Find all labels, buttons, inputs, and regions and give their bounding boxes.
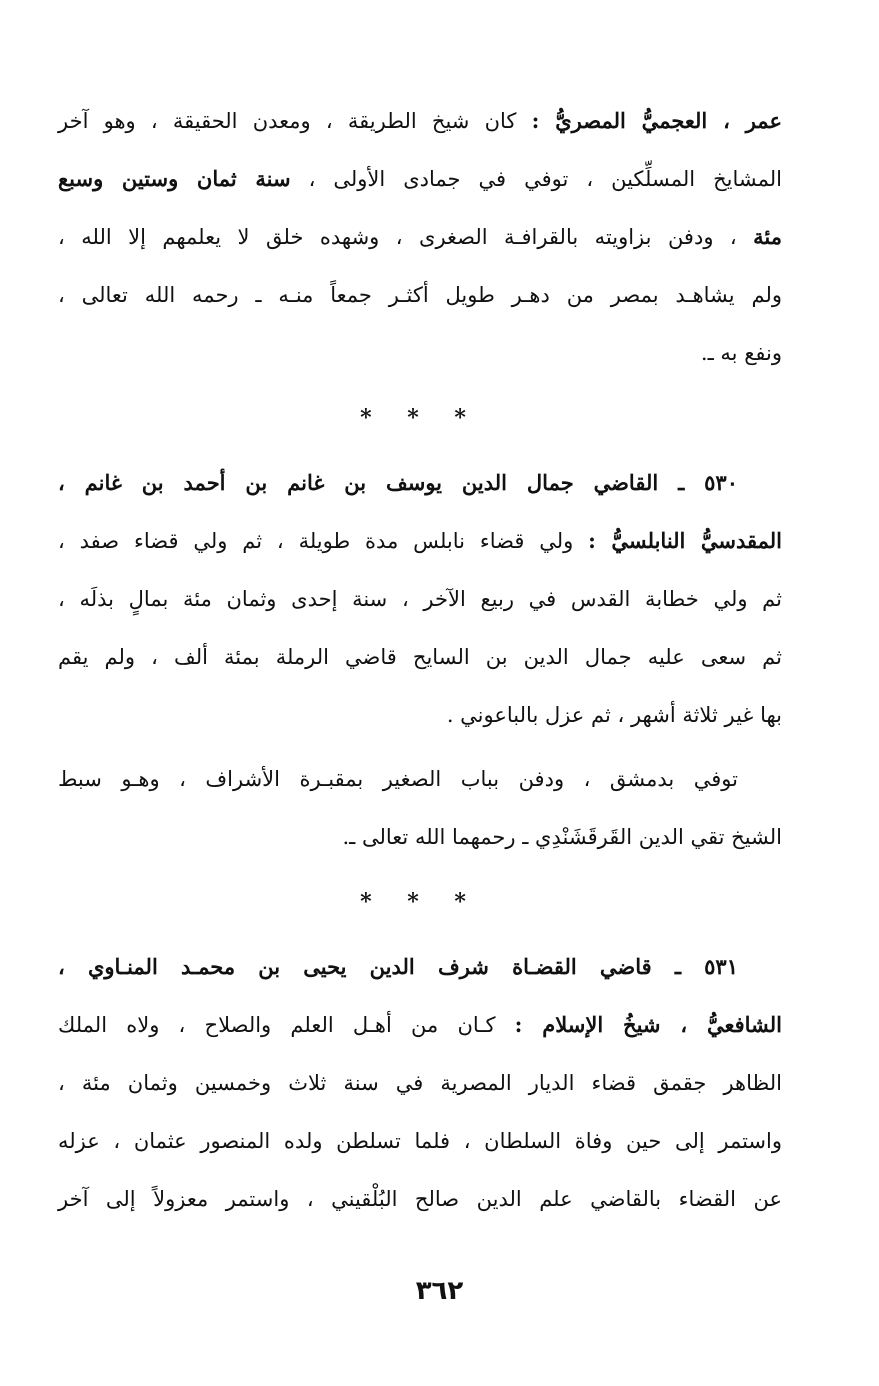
entry-530 [58, 454, 782, 744]
entry-530-paragraph-2 [58, 750, 782, 866]
line-text: ، ودفن بزاويته بالقرافـة الصغرى ، وشهده خلق لا يعلمهم إلا الله ، [58, 225, 754, 249]
section-separator: * * * [360, 405, 480, 431]
text-line [58, 266, 782, 324]
page-number: ٣٦٢ [415, 1276, 464, 1306]
entry-heading-line [58, 454, 782, 512]
bold-phrase: المقدسيُّ النابلسيُّ : [588, 528, 783, 553]
line-text: الشيخ تقي الدين القَرقَشَنْدِي ـ رحمهما الله تعالى ـ. [342, 825, 782, 849]
line-text: توفي بدمشق ، ودفن بباب الصغير بمقبـرة الأشراف ، وهـو سبط [58, 767, 738, 791]
entry-531 [58, 938, 782, 1228]
text-line [58, 686, 782, 744]
text-line [58, 208, 782, 266]
line-text: ثم سعى عليه جمال الدين بن السايح قاضي الرملة بمئة ألف ، ولم يقم [58, 645, 782, 669]
line-text: عن القضاء بالقاضي علم الدين صالح البُلْقيني ، واستمر معزولاً إلى آخر [58, 1187, 782, 1211]
line-text: المشايخ المسلِّكين ، توفي في جمادى الأولى ، [290, 167, 782, 191]
entry-529-continuation [58, 92, 782, 382]
entry-heading: ٥٣١ ـ قاضي القضـاة شرف الدين يحيى بن محمـد المنـاوي ، [58, 954, 738, 979]
text-line [58, 808, 782, 866]
line-text: ولم يشاهـد بمصر من دهـر طويل أكثـر جمعاً منـه ـ رحمه الله تعالى ، [58, 283, 782, 307]
text-line [58, 92, 782, 150]
line-text: كـان من أهـل العلم والصلاح ، ولاه الملك [58, 1013, 515, 1037]
line-text: بها غير ثلاثة أشهر ، ثم عزل بالباعوني . [446, 703, 782, 727]
text-line [58, 324, 782, 382]
text-line [58, 750, 782, 808]
text-line [58, 1112, 782, 1170]
bold-phrase: الشافعيُّ ، شيخُ الإسلام : [514, 1012, 782, 1037]
text-line [58, 1054, 782, 1112]
text-line [58, 996, 782, 1054]
entry-heading-line [58, 938, 782, 996]
line-text: ثم ولي خطابة القدس في ربيع الآخر ، سنة إحدى وثمان مئة بمالٍ بذلَه ، [58, 587, 782, 611]
line-text: ونفع به ـ. [700, 341, 782, 365]
entry-heading: ٥٣٠ ـ القاضي جمال الدين يوسف بن غانم بن أحمد بن غانم ، [58, 470, 738, 495]
page-body [58, 92, 782, 1228]
line-text: ولي قضاء نابلس مدة طويلة ، ثم ولي قضاء صفد ، [58, 529, 589, 553]
text-line [58, 512, 782, 570]
bold-phrase: مئة [753, 224, 782, 249]
section-separator: * * * [360, 889, 480, 915]
bold-phrase: سنة ثمان وستين وسبع [58, 166, 291, 191]
line-text: واستمر إلى حين وفاة السلطان ، فلما تسلطن ولده المنصور عثمان ، عزله [58, 1129, 782, 1153]
text-line [58, 1170, 782, 1228]
line-text: الظاهر جقمق قضاء الديار المصرية في سنة ثلاث وخمسين وثمان مئة ، [58, 1071, 782, 1095]
text-line [58, 570, 782, 628]
bold-phrase: عمر ، العجميُّ المصريُّ : [531, 108, 782, 133]
line-text: كان شيخ الطريقة ، ومعدن الحقيقة ، وهو آخر [58, 109, 532, 133]
text-line [58, 150, 782, 208]
text-line [58, 628, 782, 686]
